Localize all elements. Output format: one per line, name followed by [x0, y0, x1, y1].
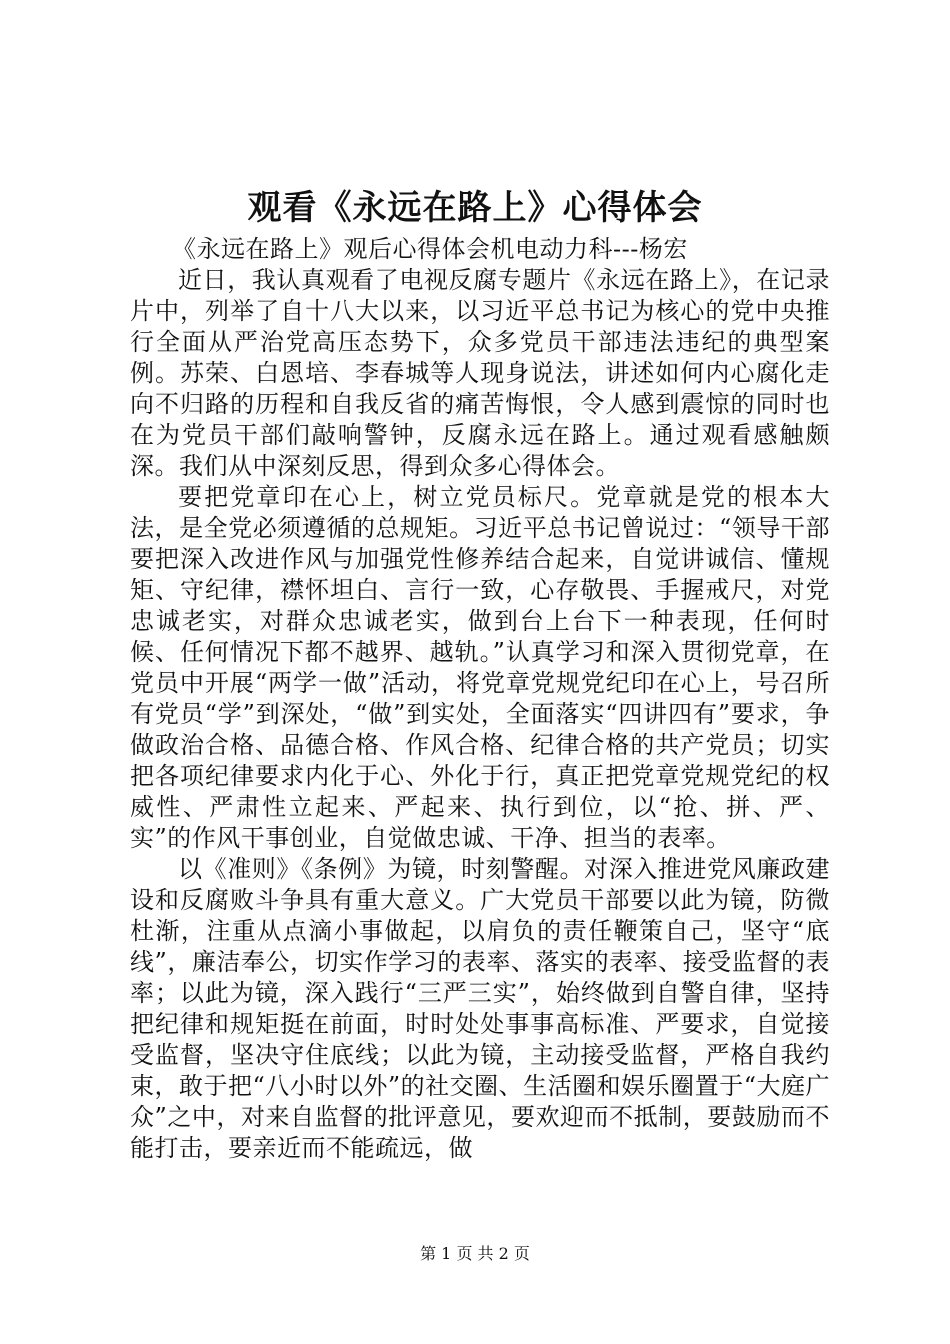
body-paragraph: 要把党章印在心上，树立党员标尺。党章就是党的根本大法，是全党必须遵循的总规矩。习近平总书记曾说过：“领导干部要把深入改进作风与加强党性修养结合起来，自觉讲诚信、懂规矩、守纪律，襟怀坦白、言行一致，心存敬畏、手握戒尺，对党忠诚老实，对群众忠诚老实，做到台上台下一种表现，任何时候、任何情况下都不越界、越轨。”认真学习和深入贯彻党章，在党员中开展“两学一做”活动，将党章党规党纪印在心上，号召所有党员“学”到深处，“做”到实处，全面落实“四讲四有”要求，争做政治合格、品德合格、作风合格、纪律合格的共产党员；切实把各项纪律要求内化于心、外化于行，真正把党章党规党纪的权威性、严肃性立起来、严起来、执行到位，以“抢、拼、严、实”的作风干事创业，自觉做忠诚、干净、担当的表率。: [130, 483, 830, 852]
document-subtitle: 《永远在路上》观后心得体会机电动力科---杨宏: [172, 235, 688, 263]
page-footer: 第 1 页 共 2 页: [420, 1244, 530, 1263]
body-paragraph: 近日，我认真观看了电视反腐专题片《永远在路上》，在记录片中，列举了自十八大以来，以习近平总书记为核心的党中央推行全面从严治党高压态势下，众多党员干部违法违纪的典型案例。苏荣、白恩培、李春城等人现身说法，讲述如何内心腐化走向不归路的历程和自我反省的痛苦悔恨，令人感到震惊的同时也在为党员干部们敲响警钟，反腐永远在路上。通过观看感触颇深。我们从中深刻反思，得到众多心得体会。: [130, 266, 830, 480]
document-body: [130, 234, 830, 1164]
body-paragraph: 以《准则》《条例》为镜，时刻警醒。对深入推进党风廉政建设和反腐败斗争具有重大意义。广大党员干部要以此为镜，防微杜渐，注重从点滴小事做起，以肩负的责任鞭策自己，坚守“底线”，廉洁奉公，切实作学习的表率、落实的表率、接受监督的表率；以此为镜，深入践行“三严三实”，始终做到自警自律，坚持把纪律和规矩挺在前面，时时处处事事高标准、严要求，自觉接受监督，坚决守住底线；以此为镜，主动接受监督，严格自我约束，敢于把“八小时以外”的社交圈、生活圈和娱乐圈置于“大庭广众”之中，对来自监督的批评意见，要欢迎而不抵制，要鼓励而不能打击，要亲近而不能疏远，做: [130, 855, 830, 1162]
document-title: 观看《永远在路上》心得体会: [247, 188, 703, 228]
